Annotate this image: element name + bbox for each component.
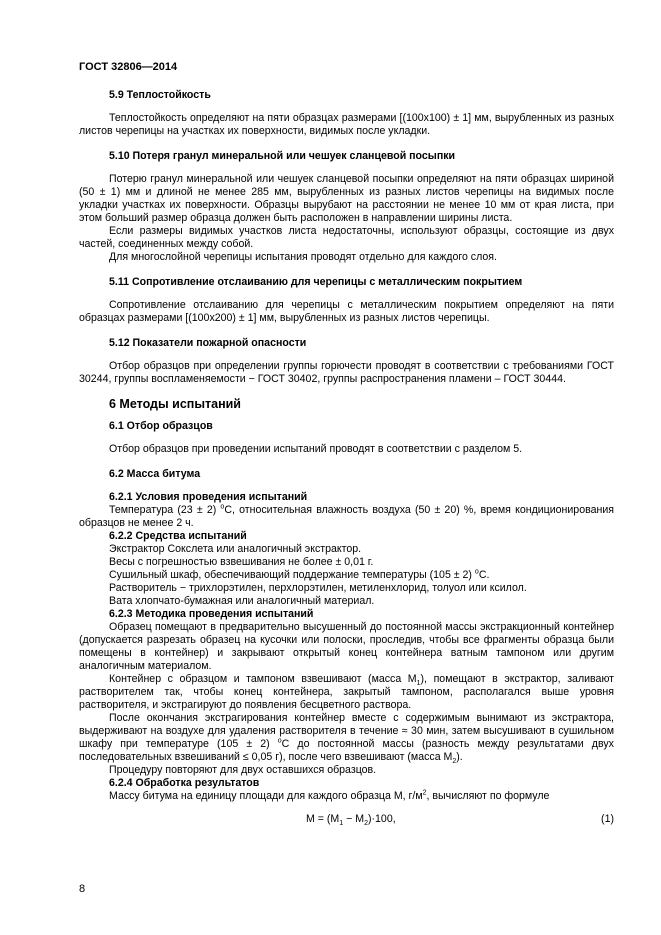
section-5-10-text-1: Потерю гранул минеральной или чешуек сланцевой посыпки определяют на пяти образцах шириной (50 ± 1) мм и длиной не менее 285 мм, вырубленных из разных листов черепицы на видимых после укладки участках их поверхности. Образцы вырубают на расстоянии не менее 10 мм от края листа, при этом больший размер образца должен быть расположен в направлении ширины листа. xyxy=(79,173,614,224)
running-header: ГОСТ 32806—2014 xyxy=(79,61,178,73)
section-5-10-text-2: Если размеры видимых участков листа недостаточны, используют образцы, состоящие из двух частей, соединенных между собой. xyxy=(79,225,614,250)
results-text: Массу битума на единицу площади для каждого образца М, $г/м^2$, вычисляют по формуле xyxy=(109,789,550,802)
equipment-item: Растворитель − трихлорэтилен, перхлорэтилен, метиленхлорид, толуол или ксилол. xyxy=(109,582,527,594)
conditions-text: Температура (23 ± 2) $^o$С, относительная влажность воздуха (50 ± 20) %, время кондиционирования образцов не менее 2 ч. xyxy=(79,503,614,529)
subsection-6-2-3-heading: 6.2.3 Методика проведения испытаний xyxy=(109,608,314,620)
section-5-10-heading: 5.10 Потеря гранул минеральной или чешуек сланцевой посыпки xyxy=(109,150,456,162)
section-6-1-text: Отбор образцов при проведении испытаний проводят в соответствии с разделом 5. xyxy=(109,443,523,455)
section-6-1-heading: 6.1 Отбор образцов xyxy=(109,420,213,432)
procedure-text-1: Образец помещают в предварительно высушенный до постоянной массы экстракционный контейнер (допускается разрезать образец на кусочки или полоски, проследив, чтобы все фрагменты образца были помещены в контейнер) и закрывают открытый конец контейнера ватным тампоном или другим аналогичным материалом. xyxy=(79,621,614,672)
procedure-text-3: После окончания экстрагирования контейнер вместе с содержимым вынимают из экстрактора, выдерживают на воздухе для удаления растворителя в течение ≈ 30 мин, затем высушивают в сушильном шкафу при температуре (105 ± 2) $^o$С до постоянной массы (разность между результатами двух последовательных взвешиваний ≤ 0,05 г), после чего взвешивают (масса $М_2$). xyxy=(79,712,614,766)
equipment-item: Экстрактор Сокслета или аналогичный экстрактор. xyxy=(109,543,362,555)
formula-expression: $М = (М_1 - М_2)\cdot 100$, xyxy=(306,813,396,828)
procedure-text-2: Контейнер с образцом и тампоном взвешивают (масса $М_1$), помещают в экстрактор, заливают растворителем так, чтобы конец контейнера, закрытый тампоном, располагался выше уровня растворителя, и экстрагируют до появления бесцветного раствора. xyxy=(79,673,615,711)
section-5-12-text: Отбор образцов при определении группы горючести проводят в соответствии с требованиями ГОСТ 30244, группы воспламеняемости − ГОСТ 30402, группы распространения пламени – ГОСТ 30444. xyxy=(79,360,614,385)
section-5-12-heading: 5.12 Показатели пожарной опасности xyxy=(109,337,307,349)
section-5-9-text: Теплостойкость определяют на пяти образцах размерами [(100x100) ± 1] мм, вырубленных из разных листов черепицы на участках их поверхности, видимых после укладки. xyxy=(79,112,614,137)
equipment-item: Весы с погрешностью взвешивания не более ± 0,01 г. xyxy=(109,556,374,568)
section-5-10-text-3: Для многослойной черепицы испытания проводят отдельно для каждого слоя. xyxy=(109,251,497,263)
equipment-item: Сушильный шкаф, обеспечивающий поддержание температуры (105 ± 2) $^o$С. xyxy=(109,568,490,581)
equipment-item: Вата хлопчато-бумажная или аналогичный материал. xyxy=(109,595,375,607)
subsection-6-2-4-heading: 6.2.4 Обработка результатов xyxy=(109,777,260,789)
section-6-2-heading: 6.2 Масса битума xyxy=(109,468,201,480)
formula-number: (1) xyxy=(601,813,614,825)
formula-1 xyxy=(79,813,614,827)
section-5-9-heading: 5.9 Теплостойкость xyxy=(109,89,211,101)
subsection-6-2-2-heading: 6.2.2 Средства испытаний xyxy=(109,530,247,542)
page-number: 8 xyxy=(79,883,86,895)
subsection-6-2-1-heading: 6.2.1 Условия проведения испытаний xyxy=(109,491,308,503)
page-body xyxy=(79,89,614,827)
section-6-heading: 6 Методы испытаний xyxy=(109,397,241,411)
procedure-text-4: Процедуру повторяют для двух оставшихся образцов. xyxy=(109,764,377,776)
section-5-11-text: Сопротивление отслаиванию для черепицы с металлическим покрытием определяют на пяти образцах размерами [(100x200) ± 1] мм, вырубленных из разных листов черепицы. xyxy=(79,299,614,324)
section-5-11-heading: 5.11 Сопротивление отслаиванию для черепицы с металлическим покрытием xyxy=(109,276,523,288)
